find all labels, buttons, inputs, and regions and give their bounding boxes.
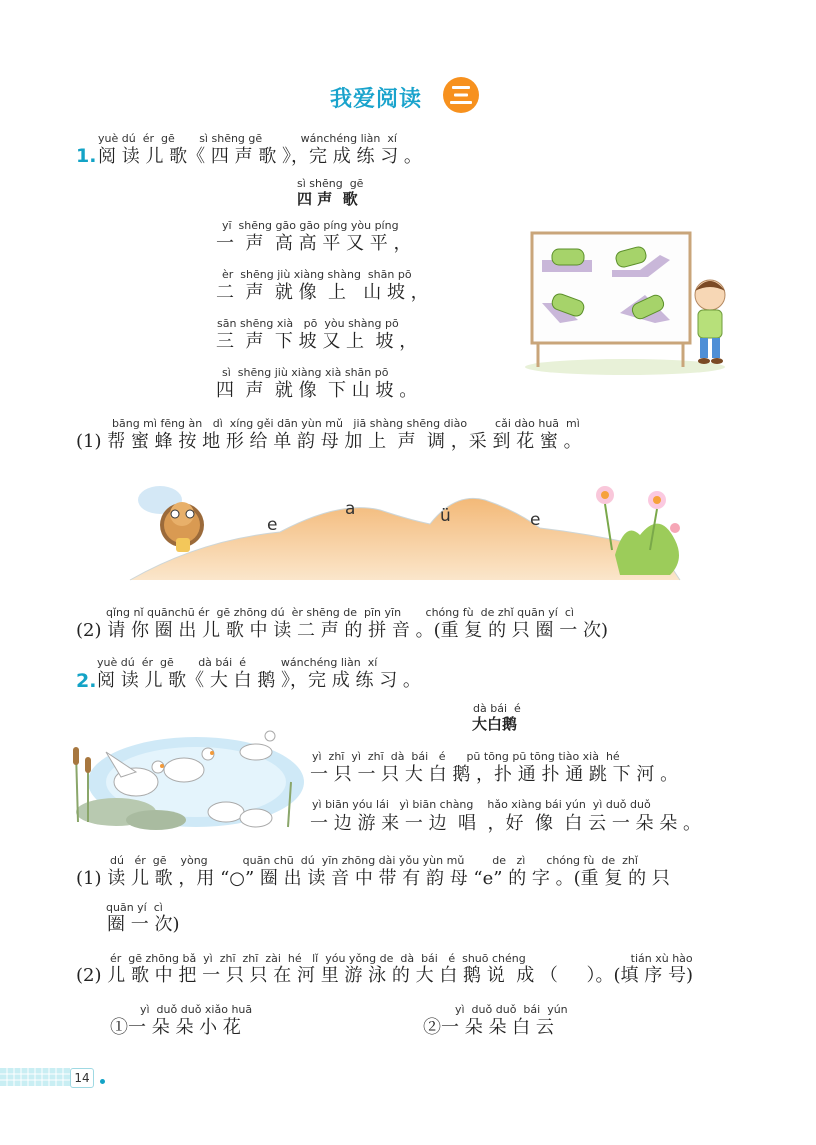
q1-heading-pinyin: yuè dú ér gē sì shēng gē wánchéng liàn xí: [98, 132, 397, 145]
q1-heading: 阅 读 儿 歌《 四 声 歌 》，完 成 练 习 。: [98, 146, 422, 167]
q2-heading: 阅 读 儿 歌《 大 白 鹅 》，完 成 练 习 。: [97, 670, 421, 691]
vowel-e-2[interactable]: e: [530, 510, 541, 530]
geese-illustration: [66, 722, 306, 834]
option2[interactable]: ②一 朵 朵 白 云: [423, 1017, 554, 1038]
section-badge-icon: [443, 77, 479, 113]
poem1-line1: 一 声 高 高 平 又 平 ，: [216, 233, 412, 254]
poem1-line1-pinyin: yī shēng gāo gāo píng yòu píng: [222, 219, 399, 232]
poem1-line3: 三 声 下 坡 又 上 坡 ，: [216, 331, 418, 352]
poem2-line1-pinyin: yì zhī yì zhī dà bái é pū tōng pū tōng tiào xià hé: [312, 750, 620, 763]
page-number: 14: [70, 1068, 94, 1088]
q1-sub2-text: (2) 请 你 圈 出 儿 歌 中 读 二 声 的 拼 音 。(重 复 的 只 圈 一 次): [76, 620, 608, 641]
q2-sub1-text-2: 圈 一 次): [107, 914, 180, 935]
q2-sub1-pinyin-2: quān yí cì: [106, 901, 163, 914]
q2-sub2-pinyin: ér gē zhōng bǎ yì zhī zhī zài hé lǐ yóu yǒng de dà bái é shuō chéng tián xù hào: [110, 952, 693, 965]
q2-sub1-pinyin-1: dú ér gē yòng quān chū dú yīn zhōng dài yǒu yùn mǔ de zì chóng fù de zhǐ: [110, 854, 638, 867]
q2-heading-pinyin: yuè dú ér gē dà bái é wánchéng liàn xí: [97, 656, 378, 669]
vowel-u-umlaut[interactable]: ü: [440, 506, 451, 526]
q2-number: 2.: [76, 670, 97, 692]
poem2-line2: 一 边 游 来 一 边 唱 ，好 像 白 云 一 朵 朵 。: [310, 813, 701, 834]
q1-sub1-text: (1) 帮 蜜 蜂 按 地 形 给 单 韵 母 加 上 声 调 ，采 到 花 蜜 。: [76, 431, 582, 452]
poem2-title-pinyin: dà bái é: [473, 702, 521, 715]
footer-stripe: [0, 1068, 70, 1086]
vowel-e-1[interactable]: e: [267, 515, 278, 535]
poem2-line2-pinyin: yì biān yóu lái yì biān chàng hǎo xiàng bái yún yì duǒ duǒ: [312, 798, 651, 811]
poem1-line2: 二 声 就 像 上 山 坡 ，: [216, 282, 429, 303]
hill-illustration: [120, 480, 700, 590]
poem2-line1: 一 只 一 只 大 白 鹅 ，扑 通 扑 通 跳 下 河 。: [310, 764, 679, 785]
page-title: 我爱阅读: [330, 87, 423, 112]
poem1-line4-pinyin: sì shēng jiù xiàng xià shān pō: [222, 366, 389, 379]
poem2-title: 大白鹅: [472, 715, 518, 733]
q1-sub2-pinyin: qǐng nǐ quānchū ér gē zhōng dú èr shēng de pīn yīn chóng fù de zhǐ quān yí cì: [106, 606, 574, 619]
footer-dot: [100, 1079, 105, 1084]
q2-sub1-text-1: (1) 读 儿 歌 ，用 “○” 圈 出 读 音 中 带 有 韵 母 “e” 的 字 。(重 复 的 只: [76, 868, 670, 889]
q1-number: 1.: [76, 145, 97, 167]
poem1-line3-pinyin: sān shēng xià pō yòu shàng pō: [217, 317, 399, 330]
poem1-line2-pinyin: èr shēng jiù xiàng shàng shān pō: [222, 268, 412, 281]
option2-pinyin: yì duǒ duǒ bái yún: [455, 1003, 568, 1016]
option1-pinyin: yì duǒ duǒ xiǎo huā: [140, 1003, 253, 1016]
q1-sub1-pinyin: bāng mì fēng àn dì xíng gěi dān yùn mǔ jiā shàng shēng diào cǎi dào huā mì: [112, 417, 580, 430]
vowel-a[interactable]: a: [345, 499, 356, 519]
poem1-title: 四 声 歌: [297, 190, 358, 208]
q2-sub2-text: (2) 儿 歌 中 把 一 只 只 在 河 里 游 泳 的 大 白 鹅 说 成 （ ）。(填 序 号): [76, 965, 694, 986]
poem1-line4: 四 声 就 像 下 山 坡 。: [216, 380, 418, 401]
poem1-title-pinyin: sì shēng gē: [297, 177, 364, 190]
option1[interactable]: ①一 朵 朵 小 花: [110, 1017, 241, 1038]
board-illustration: [520, 225, 730, 375]
